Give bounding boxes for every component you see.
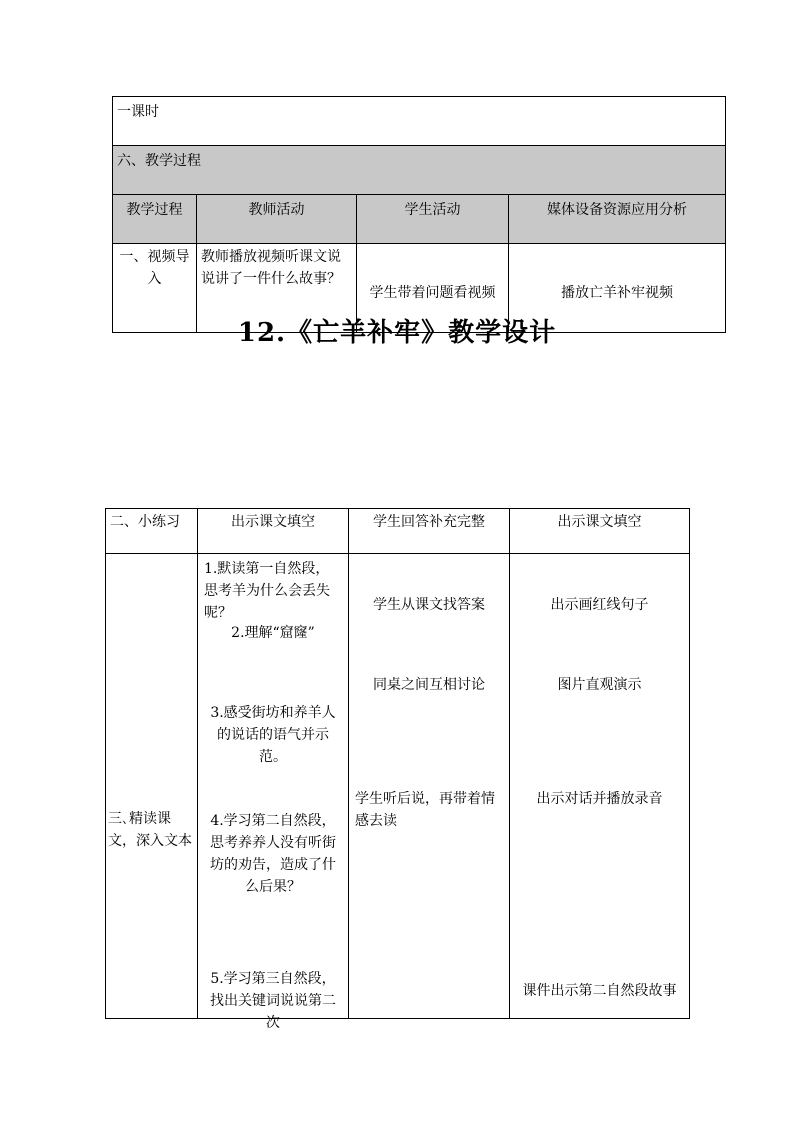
video-stage-cell: 一、视频导入 [113, 244, 197, 333]
media-item-1: 出示画红线句子 [550, 597, 649, 613]
reading-student-cell [349, 554, 510, 1019]
media-item-2: 图片直观演示 [557, 677, 642, 693]
header-process: 教学过程 [113, 195, 197, 244]
course-hours-cell: 一课时 [113, 97, 726, 146]
teacher-item-4: 4.学习第二自然段，思考养养人没有听街坊的劝告，造成了什么后果？ [210, 813, 336, 895]
practice-stage-cell: 二、小练习 [106, 509, 198, 554]
video-student-cell: 学生带着问题看视频 [357, 244, 509, 333]
reading-stage-label: 三､精读课文，深入文本 [108, 811, 192, 849]
practice-teacher-cell: 出示课文填空 [198, 509, 349, 554]
practice-media-cell: 出示课文填空 [510, 509, 690, 554]
reading-teacher-cell [198, 554, 349, 1031]
teacher-item-2: 2.理解“窟窿” [231, 625, 315, 641]
teacher-item-3: 3.感受街坊和养羊人的说话的语气并示范。 [210, 705, 336, 765]
section-heading-cell: 六、教学过程 [113, 146, 726, 195]
process-table-top [112, 96, 726, 333]
practice-student-cell: 学生回答补充完整 [349, 509, 510, 554]
header-teacher: 教师活动 [197, 195, 357, 244]
header-media: 媒体设备资源应用分析 [509, 195, 726, 244]
reading-stage-cell [106, 554, 198, 1019]
header-student: 学生活动 [357, 195, 509, 244]
student-item-3: 学生听后说，再带着情感去读 [355, 791, 495, 829]
reading-media-cell [510, 554, 690, 1019]
teacher-item-5: 5.学习第三自然段，找出关键词说说第二次 [210, 971, 336, 1031]
video-teacher-cell: 教师播放视频听课文说说讲了一件什么故事？ [197, 244, 357, 333]
teacher-item-1: 1.默读第一自然段，思考羊为什么会丢失呢？ [204, 561, 330, 621]
page-title: 12.《亡羊补牢》教学设计 [237, 318, 557, 348]
video-media-cell: 播放亡羊补牢视频 [509, 244, 726, 333]
media-item-4: 课件出示第二自然段故事 [522, 983, 677, 999]
student-item-1: 学生从课文找答案 [373, 597, 485, 613]
student-item-2: 同桌之间互相讨论 [373, 677, 485, 693]
media-item-3: 出示对话并播放录音 [536, 791, 663, 807]
process-table-bottom [105, 508, 690, 1031]
